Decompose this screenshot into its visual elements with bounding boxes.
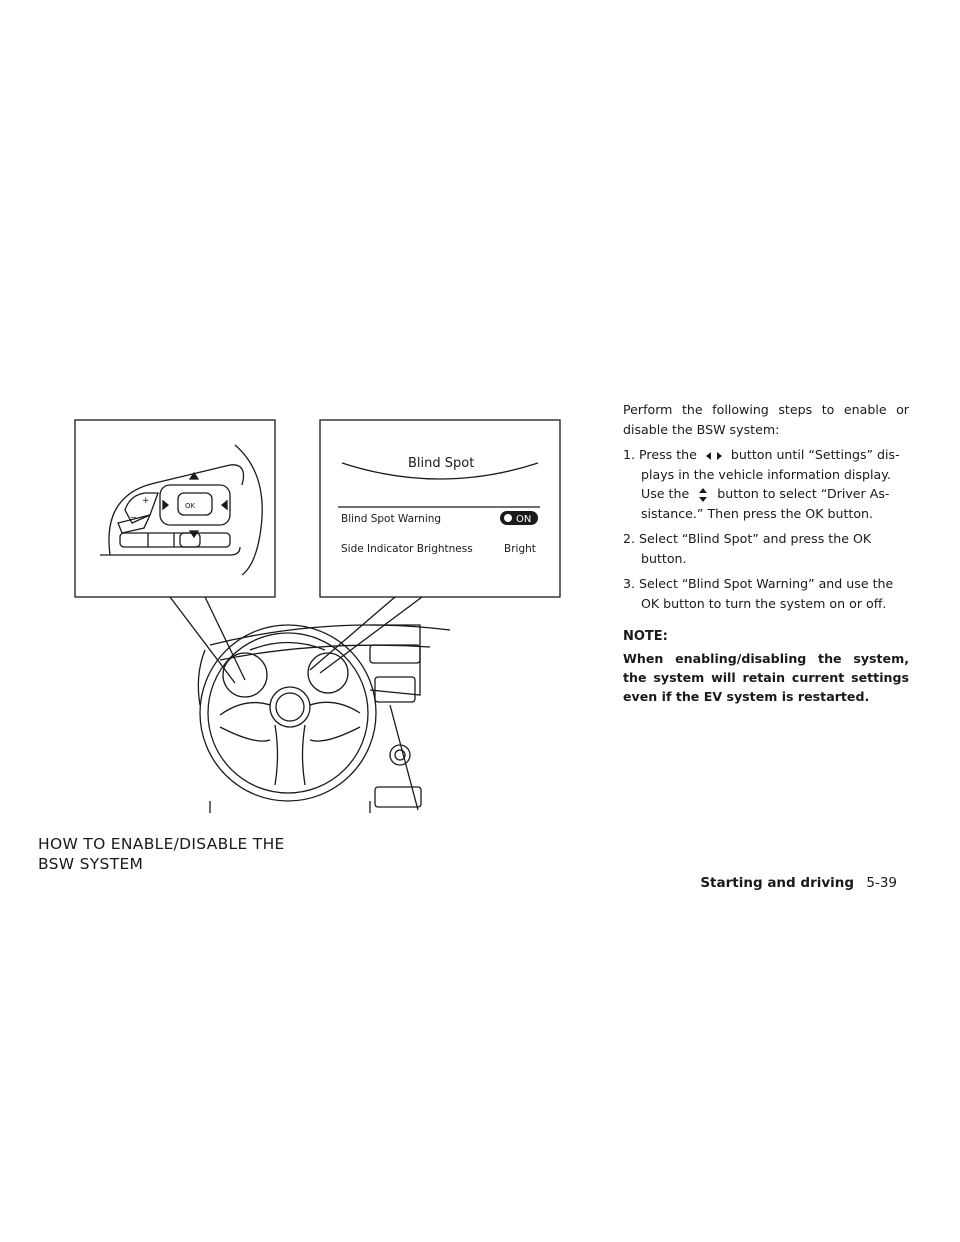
step-3 xyxy=(623,574,909,613)
step-2-text-b: button. xyxy=(641,550,687,566)
display-zoom-frame xyxy=(320,420,560,597)
step-3-text-b: OK button to turn the system on or off. xyxy=(641,595,887,611)
step-1-text-b: button until “Settings” dis- xyxy=(730,447,900,462)
step-3-text-a: Select “Blind Spot Warning” and use the xyxy=(639,576,894,591)
up-down-arrow-icon xyxy=(697,487,709,503)
section-heading-line-2: BSW SYSTEM xyxy=(38,855,144,873)
step-1-text-c: plays in the vehicle information display. xyxy=(641,466,891,482)
step-1-text-a: Press the xyxy=(639,447,697,462)
step-1-text-d: Use the xyxy=(641,486,690,501)
intro-paragraph: Perform the following steps to enable or disable the BSW system: xyxy=(623,402,909,437)
step-2 xyxy=(623,529,909,568)
display-row-2-label: Side Indicator Brightness xyxy=(341,543,473,555)
page-number: 5-39 xyxy=(866,875,897,891)
display-row-1-value: ON xyxy=(516,514,532,525)
left-right-arrow-icon xyxy=(705,451,723,461)
step-2-number: 2. xyxy=(623,531,636,546)
step-1 xyxy=(623,445,909,523)
page-footer xyxy=(700,875,897,891)
step-2-text-a: Select “Blind Spot” and press the OK xyxy=(639,531,872,546)
step-1-text-f: sistance.” Then press the OK button. xyxy=(641,505,874,521)
svg-text:−: − xyxy=(130,513,137,522)
ok-button-label: OK xyxy=(185,502,196,510)
step-1-text-e: button to select “Driver As- xyxy=(717,486,890,501)
display-title: Blind Spot xyxy=(408,456,475,471)
display-row-2-value: Bright xyxy=(504,543,536,555)
svg-text:+: + xyxy=(142,496,150,506)
step-1-number: 1. xyxy=(623,447,636,462)
instructions-column xyxy=(623,400,909,706)
section-heading-line-1: HOW TO ENABLE/DISABLE THE xyxy=(38,835,285,853)
note-body: When enabling/disabling the system, the system will retain current settings even if the EV system is restarted. xyxy=(623,650,909,704)
note-title: NOTE: xyxy=(623,629,668,644)
step-3-number: 3. xyxy=(623,576,636,591)
section-heading xyxy=(38,834,338,874)
switch-zoom-frame xyxy=(75,420,275,597)
footer-section-name: Starting and driving xyxy=(700,875,855,891)
steering-wheel-illustration xyxy=(70,415,570,815)
display-row-1-label: Blind Spot Warning xyxy=(341,513,442,525)
